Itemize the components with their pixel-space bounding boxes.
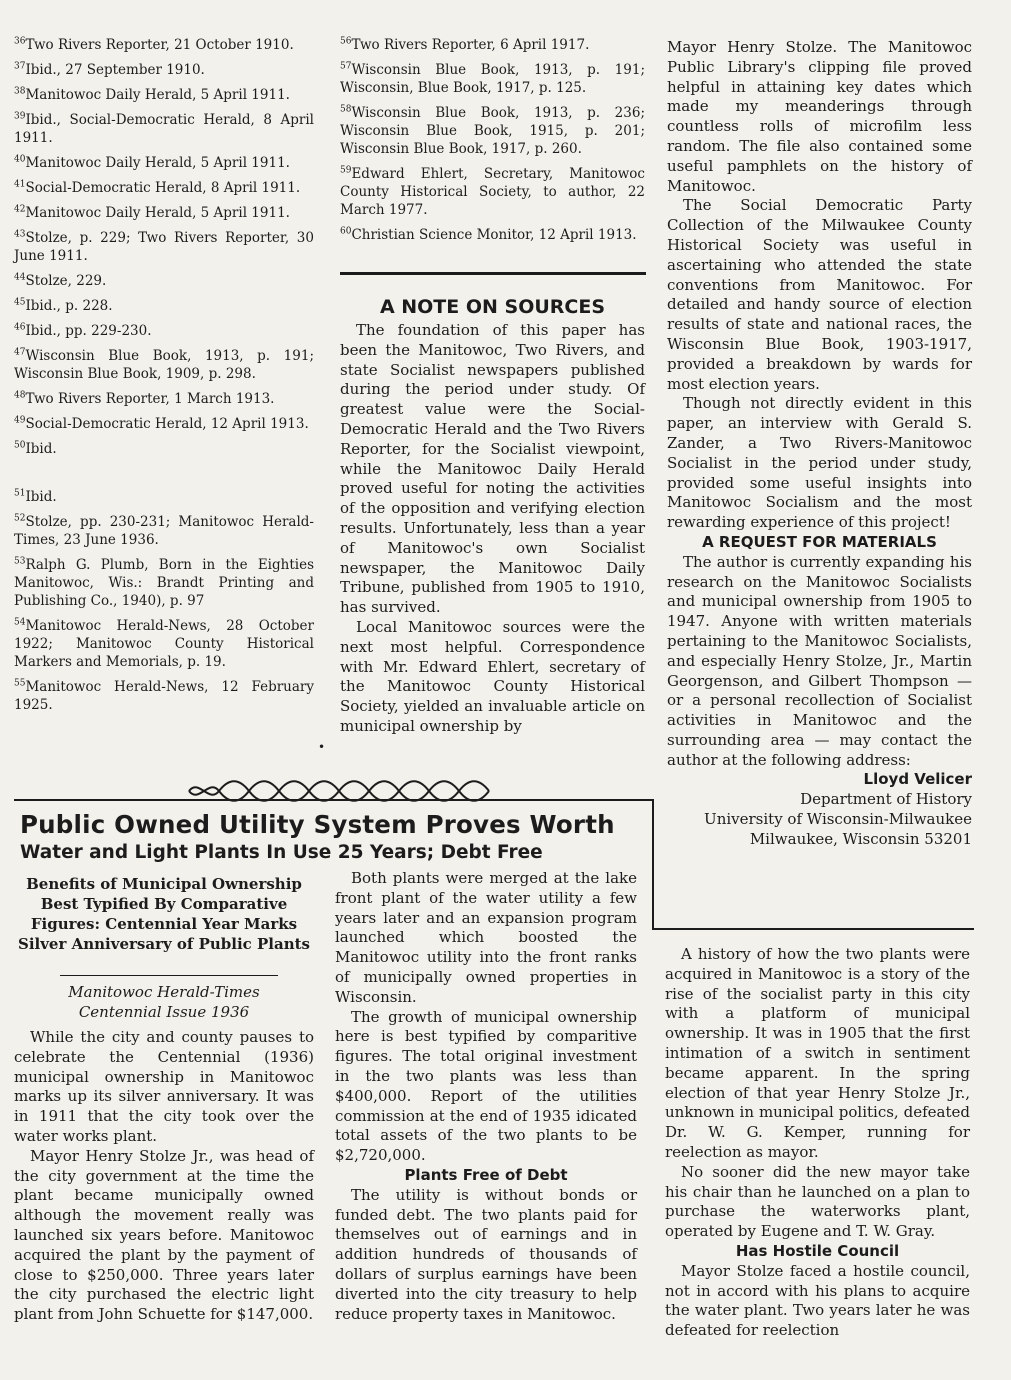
footnote-38: [14, 86, 314, 104]
footnote-text: Wisconsin Blue Book, 1913, p. 236; Wisconsin Blue Book, 1915, p. 201; Wisconsin Blue Book, 1917, p. 260.: [340, 105, 645, 157]
footnote-text: Manitowoc Daily Herald, 5 April 1911.: [25, 205, 290, 221]
headline: Public Owned Utility System Proves Worth: [20, 810, 615, 839]
footnote-number: 40: [14, 154, 26, 165]
article-c3-paragraph-3: Mayor Stolze faced a hostile council, not in accord with his plans to acquire the water plant. Two years later he was defeated for reelection: [665, 1261, 970, 1340]
footnote-53: [14, 556, 314, 610]
divider-rule: [340, 272, 646, 275]
footnote-text: Ibid.: [25, 489, 57, 505]
footnote-text: Manitowoc Daily Herald, 5 April 1911.: [25, 87, 290, 103]
footnote-text: Stolze, 229.: [25, 273, 107, 289]
footnote-number: 52: [14, 513, 26, 524]
sources-column-middle: [340, 295, 645, 737]
footnote-number: 59: [340, 165, 352, 176]
footnote-text: Edward Ehlert, Secretary, Manitowoc County Historical Society, to author, 22 March 1977.: [340, 166, 645, 218]
footnote-number: 43: [14, 229, 26, 240]
footnote-number: 39: [14, 111, 26, 122]
box-bottom-border: [652, 928, 974, 930]
footnote-text: Ibid., Social-Democratic Herald, 8 April 1911.: [14, 112, 314, 146]
article-c3-paragraph-1: A history of how the two plants were acquired in Manitowoc is a story of the rise of the socialist party in this city with a platform of municipal ownership. It was in 1905 that the first intimation of a switch in sentiment became apparent. In the spring election of that year Henry Stolze Jr., unknown in municipal politics, defeated Dr. W. G. Kemper, running for reelection as mayor.: [665, 945, 970, 1161]
footnote-number: 47: [14, 347, 26, 358]
sources-paragraph-3: Mayor Henry Stolze. The Manitowoc Public Library's clipping file proved helpful in attaining key dates which made my meanderings through countless rolls of microfilm less random. The file also contained some useful pamphlets on the history of Manitowoc.: [667, 38, 972, 195]
footnote-text: Wisconsin Blue Book, 1913, p. 191; Wisconsin Blue Book, 1909, p. 298.: [14, 348, 314, 382]
footnote-52: [14, 513, 314, 549]
footnote-text: Manitowoc Herald-News, 12 February 1925.: [14, 679, 314, 713]
footnote-56: [340, 36, 645, 54]
footnote-59: [340, 165, 645, 219]
footnote-number: 41: [14, 179, 26, 190]
author-city: Milwaukee, Wisconsin 53201: [749, 829, 972, 848]
footnote-number: 37: [14, 61, 26, 72]
footnote-list-middle: [340, 36, 645, 244]
article-column-3: [665, 945, 970, 1341]
footnote-text: Social-Democratic Herald, 12 April 1913.: [25, 416, 309, 432]
footnote-number: 49: [14, 415, 26, 426]
footnote-number: 56: [340, 36, 352, 47]
box-right-border: [652, 800, 654, 930]
article-c2-paragraph-2: The growth of municipal ownership here is best typified by comparitive figures. The total original investment in the two plants was less than $400,000. Report of the utilities commission at the end of 1935 idicated total assets of the two plants to be $2,720,000.: [335, 1007, 637, 1165]
article-c2-paragraph-3: The utility is without bonds or funded debt. The two plants paid for themselves out of earnings and in addition hundreds of thousands of dollars of surplus earnings have been diverted into the city treasury to help reduce property taxes in Manitowoc.: [335, 1185, 637, 1323]
footnote-text: Wisconsin Blue Book, 1913, p. 191; Wisconsin, Blue Book, 1917, p. 125.: [340, 62, 645, 96]
footnote-37: [14, 61, 314, 79]
article-deck: Benefits of Municipal Ownership Best Typified By Comparative Figures: Centennial Year Marks Silver Anniversary of Public Plants: [17, 875, 310, 953]
footnote-number: 57: [340, 61, 352, 72]
footnote-text: Stolze, p. 229; Two Rivers Reporter, 30 June 1911.: [14, 230, 314, 264]
footnote-41: [14, 179, 314, 197]
footnote-number: 45: [14, 297, 26, 308]
article-column-1: [14, 1028, 314, 1325]
footnote-number: 36: [14, 36, 26, 47]
footnote-number: 38: [14, 86, 26, 97]
footnote-number: 60: [340, 226, 352, 237]
footnote-45: [14, 297, 314, 315]
footnote-49: [14, 415, 314, 433]
footnote-number: 44: [14, 272, 26, 283]
footnote-text: Ibid., pp. 229-230.: [25, 323, 152, 339]
footnote-39: [14, 111, 314, 147]
author-name: Lloyd Velicer: [863, 770, 972, 789]
footnote-text: Two Rivers Reporter, 21 October 1910.: [25, 37, 294, 53]
footnote-number: 42: [14, 204, 26, 215]
dot-mark: •: [318, 740, 326, 754]
footnote-text: Social-Democratic Herald, 8 April 1911.: [25, 180, 301, 196]
footnote-54: [14, 617, 314, 671]
article-c2-paragraph-1: Both plants were merged at the lake front plant of the water utility a few years later and an expansion program launched which boosted the Manitowoc utility into the front ranks of municipally owned properties in Wisconsin.: [335, 869, 637, 1006]
footnote-40: [14, 154, 314, 172]
author-dept: Department of History: [800, 790, 972, 809]
article-c1-paragraph-2: Mayor Henry Stolze Jr., was head of the city government at the time the plant became municipally owned although the movement really was launched six years before. Manitowoc acquired the plant by the payment of close to $250,000. Three years later the city purchased the electric light plant from John Schuette for $147,000.: [14, 1146, 314, 1324]
footnote-47: [14, 347, 314, 383]
deck-rule: [60, 975, 278, 976]
footnote-57: [340, 61, 645, 97]
source-paper: Manitowoc Herald-Times: [68, 983, 260, 1001]
footnote-text: Christian Science Monitor, 12 April 1913.: [351, 227, 637, 243]
footnote-55: [14, 678, 314, 714]
article-source: [14, 982, 314, 1022]
sources-column-right: [667, 38, 972, 850]
footnote-text: Two Rivers Reporter, 1 March 1913.: [25, 391, 275, 407]
footnote-number: 58: [340, 104, 352, 115]
footnote-number: 50: [14, 440, 26, 451]
request-heading: A REQUEST FOR MATERIALS: [702, 532, 937, 551]
source-issue: Centennial Issue 1936: [78, 1003, 250, 1021]
footnote-number: 48: [14, 390, 26, 401]
footnote-list-left: [14, 36, 314, 714]
article-column-2: [335, 869, 637, 1324]
author-university: University of Wisconsin-Milwaukee: [704, 810, 972, 829]
footnote-text: Ibid., 27 September 1910.: [25, 62, 205, 78]
footnote-44: [14, 272, 314, 290]
footnote-text: Ibid.: [25, 441, 57, 457]
ornament-divider: [14, 776, 654, 806]
footnote-number: 51: [14, 488, 26, 499]
footnote-number: 54: [14, 617, 26, 628]
sources-paragraph-5: Though not directly evident in this paper, an interview with Gerald S. Zander, a Two Rivers-Manitowoc Socialist in the period under study, provided some useful insights into Manitowoc Socialism and the most rewarding experience of this project!: [667, 394, 972, 532]
footnote-43: [14, 229, 314, 265]
footnote-48: [14, 390, 314, 408]
footnote-42: [14, 204, 314, 222]
footnote-text: Ralph G. Plumb, Born in the Eighties Manitowoc, Wis.: Brandt Printing and Publishing Co., 1940), p. 97: [14, 557, 314, 609]
footnote-number: 53: [14, 556, 26, 567]
footnote-text: Stolze, pp. 230-231; Manitowoc Herald-Times, 23 June 1936.: [14, 514, 314, 548]
footnote-number: 46: [14, 322, 26, 333]
footnote-60: [340, 226, 645, 244]
article-c2-subheading: Plants Free of Debt: [404, 1165, 568, 1184]
footnote-text: Manitowoc Daily Herald, 5 April 1911.: [25, 155, 290, 171]
article-c1-paragraph-1: While the city and county pauses to celebrate the Centennial (1936) municipal ownership in Manitowoc marks up its silver anniversary. It was in 1911 that the city took over the water works plant.: [14, 1028, 314, 1145]
request-body: The author is currently expanding his research on the Manitowoc Socialists and municipal ownership from 1905 to 1947. Anyone with written materials pertaining to the Manitowoc Socialists, and especially Henry Stolze, Jr., Martin Georgenson, and Gilbert Thompson — or a personal recollection of Socialist activities in Manitowoc and the surrounding area — may contact the author at the following address:: [667, 552, 972, 769]
sources-paragraph-1: The foundation of this paper has been the Manitowoc, Two Rivers, and state Socialist newspapers published during the period under study. Of greatest value were the Social-Democratic Herald and the Two Rivers Reporter, for the Socialist viewpoint, while the Manitowoc Daily Herald proved useful for noting the activities of the opposition and verifying election results. Unfortunately, less than a year of Manitowoc's own Socialist newspaper, the Manitowoc Daily Tribune, published from 1905 to 1910, has survived.: [340, 321, 645, 617]
footnote-58: [340, 104, 645, 158]
article-c3-paragraph-2: No sooner did the new mayor take his chair than he launched on a plan to purchase the waterworks plant, operated by Eugene and T. W. Gray.: [665, 1162, 970, 1241]
footnote-text: Manitowoc Herald-News, 28 October 1922; Manitowoc County Historical Markers and Memorials, p. 19.: [14, 618, 314, 670]
footnotes-middle: [340, 36, 645, 251]
sources-paragraph-2: Local Manitowoc sources were the next most helpful. Correspondence with Mr. Edward Ehlert, secretary of the Manitowoc County Historical Society, yielded an invaluable article on municipal ownership by: [340, 617, 645, 735]
footnote-50: [14, 440, 314, 458]
article-c3-subheading: Has Hostile Council: [735, 1241, 900, 1260]
footnote-51: [14, 488, 314, 506]
footnote-text: Ibid., p. 228.: [25, 298, 113, 314]
sources-heading: A NOTE ON SOURCES: [379, 296, 606, 318]
footnote-36: [14, 36, 314, 54]
footnote-46: [14, 322, 314, 340]
sources-paragraph-4: The Social Democratic Party Collection of the Milwaukee County Historical Society was useful in ascertaining who attended the state conventions from Manitowoc. For detailed and handy source of election results of state and national races, the Wisconsin Blue Book, 1903-1917, provided a breakdown by wards for most election years.: [667, 196, 972, 393]
subhead: Water and Light Plants In Use 25 Years; Debt Free: [20, 842, 543, 863]
footnotes-left: [14, 36, 314, 721]
footnote-text: Two Rivers Reporter, 6 April 1917.: [351, 37, 590, 53]
footnote-number: 55: [14, 678, 26, 689]
